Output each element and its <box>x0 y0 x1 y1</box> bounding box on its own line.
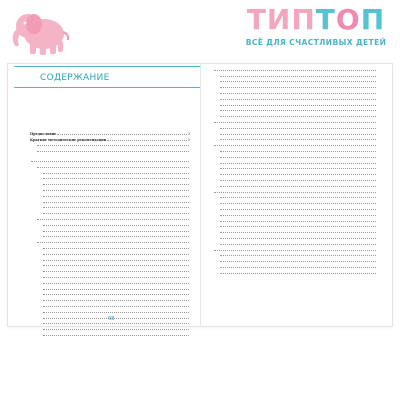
elephant-logo-icon[interactable] <box>6 4 78 60</box>
toc-leader-dots <box>43 277 189 278</box>
toc-leader-dots <box>43 184 189 185</box>
right-page <box>201 64 392 326</box>
toc-entry-title: Краткие методические рекомендации <box>30 137 107 142</box>
toc-title: СОДЕРЖАНИЕ <box>40 73 110 83</box>
toc-entry-page: 3 <box>187 131 190 136</box>
toc-leader-dots <box>220 186 376 187</box>
toc-leader-dots <box>43 178 189 179</box>
toc-leader-dots <box>220 110 376 111</box>
toc-right-list <box>207 66 377 275</box>
toc-leader-dots <box>43 248 189 249</box>
toc-leader-dots <box>220 116 376 117</box>
toc-leader-dots <box>43 202 189 203</box>
toc-leader-dots <box>107 140 187 141</box>
toc-leader-dots <box>220 238 376 239</box>
logo-part-4: П <box>360 3 386 36</box>
toc-leader-dots <box>220 180 376 181</box>
toc-entry[interactable] <box>207 269 377 275</box>
toc-leader-dots <box>43 312 189 313</box>
brand-tagline: ВСЁ ДЛЯ СЧАСТЛИВЫХ ДЕТЕЙ <box>245 38 387 47</box>
toc-leader-dots <box>220 221 376 222</box>
toc-leader-dots <box>43 190 189 191</box>
toc-leader-dots <box>220 105 376 106</box>
toc-leader-dots <box>220 203 376 204</box>
site-header <box>0 0 400 62</box>
toc-title-bar <box>14 66 200 88</box>
toc-leader-dots <box>220 99 376 100</box>
toc-leader-dots <box>220 232 376 233</box>
toc-leader-dots <box>214 250 376 251</box>
toc-leader-dots <box>220 168 376 169</box>
toc-leader-dots <box>220 197 376 198</box>
toc-leader-dots <box>220 244 376 245</box>
toc-leader-dots <box>43 289 189 290</box>
toc-leader-dots <box>43 265 189 266</box>
toc-leader-dots <box>220 215 376 216</box>
toc-leader-dots <box>43 207 189 208</box>
toc-leader-dots <box>220 255 376 256</box>
logo-part-1: ТИП <box>246 3 316 36</box>
toc-leader-dots <box>220 139 376 140</box>
toc-leader-dots <box>57 134 187 135</box>
logo-part-3: О <box>335 3 361 36</box>
toc-leader-dots <box>43 260 189 261</box>
toc-left-list <box>30 130 190 337</box>
toc-leader-dots <box>37 145 189 146</box>
toc-leader-dots <box>214 70 376 71</box>
toc-leader-dots <box>43 300 189 301</box>
toc-leader-dots <box>43 196 189 197</box>
left-page <box>8 64 200 326</box>
toc-leader-dots <box>43 306 189 307</box>
toc-leader-dots <box>43 254 189 255</box>
toc-leader-dots <box>43 318 189 319</box>
toc-leader-dots <box>214 122 376 123</box>
toc-leader-dots <box>220 134 376 135</box>
toc-leader-dots <box>43 335 189 336</box>
logo-part-2: Т <box>315 3 336 36</box>
toc-leader-dots <box>214 192 376 193</box>
toc-leader-dots <box>43 236 189 237</box>
toc-leader-dots <box>220 93 376 94</box>
toc-leader-dots <box>220 209 376 210</box>
toc-leader-dots <box>43 283 189 284</box>
toc-leader-dots <box>220 163 376 164</box>
toc-leader-dots <box>43 231 189 232</box>
page-number: 98 <box>108 316 115 322</box>
toc-leader-dots <box>43 329 189 330</box>
toc-entry[interactable] <box>30 331 190 337</box>
toc-leader-dots <box>31 161 189 162</box>
toc-leader-dots <box>220 174 376 175</box>
toc-leader-dots <box>43 225 189 226</box>
toc-leader-dots <box>43 173 189 174</box>
toc-leader-dots <box>220 273 376 274</box>
toc-leader-dots <box>220 81 376 82</box>
brand-logo-text[interactable] <box>236 3 396 37</box>
toc-leader-dots <box>214 145 376 146</box>
toc-leader-dots <box>220 128 376 129</box>
toc-leader-dots <box>220 261 376 262</box>
toc-leader-dots <box>37 151 189 152</box>
toc-leader-dots <box>43 271 189 272</box>
toc-entry-page: 5 <box>187 137 190 142</box>
toc-leader-dots <box>37 167 189 168</box>
toc-leader-dots <box>220 76 376 77</box>
toc-leader-dots <box>220 151 376 152</box>
toc-leader-dots <box>43 294 189 295</box>
toc-leader-dots <box>220 267 376 268</box>
toc-entry-title: Предисловие <box>30 131 57 136</box>
toc-leader-dots <box>220 226 376 227</box>
toc-leader-dots <box>43 323 189 324</box>
toc-leader-dots <box>37 219 189 220</box>
toc-leader-dots <box>37 242 189 243</box>
book-spread <box>8 64 392 326</box>
toc-leader-dots <box>43 213 189 214</box>
toc-leader-dots <box>220 157 376 158</box>
toc-leader-dots <box>220 87 376 88</box>
